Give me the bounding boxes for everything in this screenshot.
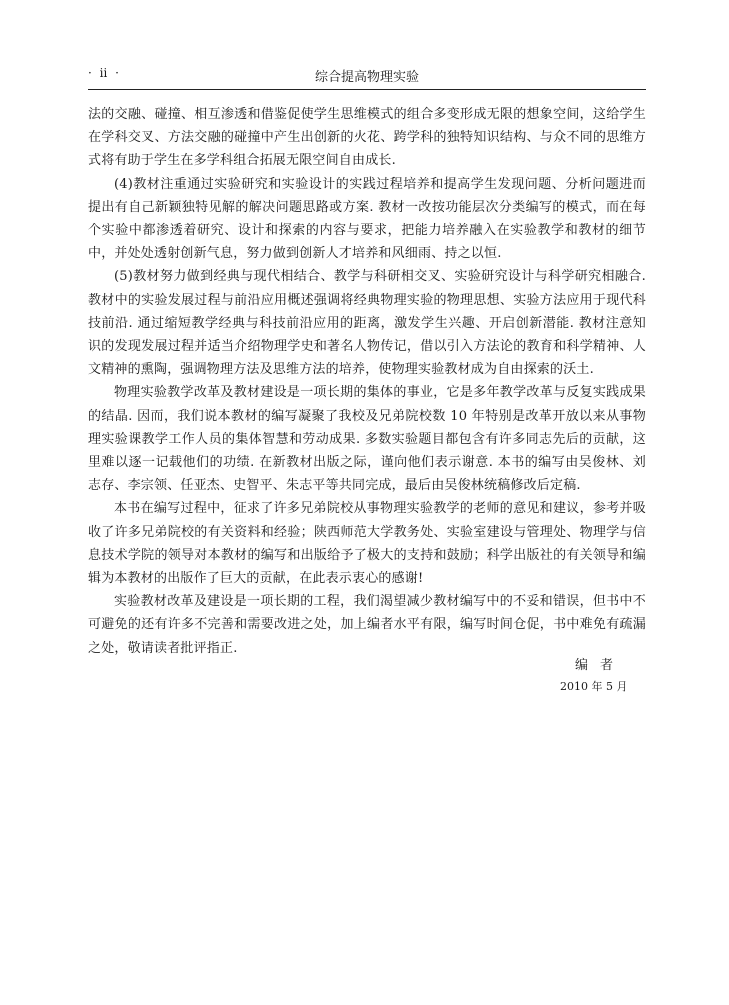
paragraph-collective-work: 物理实验教学改革及教材建设是一项长期的集体的事业，它是多年教学改革与反复实践成果的结晶. 因而，我们说本教材的编写凝聚了我校及兄弟院校数 10 年特别是改革开放以来从事物理实验课教学工作人员的集体智慧和劳动成果. 多数实验题目都包含有许多同志先后的贡献，这里难以逐一记载他们的功绩. 在新教材出版之际，谨向他们表示谢意. 本书的编写由吴俊林、刘志存、李宗领、任亚杰、史智平、朱志平等共同完成，最后由吴俊林统稿修改后定稿.: [88, 385, 646, 494]
paragraph-point-5: (5)教材努力做到经典与现代相结合、教学与科研相交叉、实验研究设计与科学研究相融合. 教材中的实验发展过程与前沿应用概述强调将经典物理实验的物理思想、实验方法应用于现代科技前沿. 通过缩短教学经典与科技前沿应用的距离，激发学生兴趣、开启创新潜能. 教材注意知识的发现发展过程并适当介绍物理学史和著名人物传记，借以引入方法论的教育和科学精神、人文精神的熏陶，强调物理方法及思维方法的培养，使物理实验教材成为自由探索的沃土.: [88, 269, 646, 378]
body-text: [88, 103, 646, 660]
paragraph-acknowledgements: 本书在编写过程中，征求了许多兄弟院校从事物理实验教学的老师的意见和建议，参考并吸收了许多兄弟院校的有关资料和经验；陕西师范大学教务处、实验室建设与管理处、物理学与信息技术学院的领导对本教材的编写和出版给予了极大的支持和鼓励；科学出版社的有关领导和编辑为本教材的出版作了巨大的贡献，在此表示衷心的感谢!: [88, 501, 646, 587]
page-number: · ⅱ ·: [88, 66, 121, 80]
header-rule: [88, 89, 646, 90]
running-title: 综合提高物理实验: [314, 70, 419, 85]
date: 2010 年 5 月: [560, 680, 628, 693]
paragraph-continued: 法的交融、碰撞、相互渗透和借鉴促使学生思维模式的组合多变形成无限的想象空间，这给学生在学科交叉、方法交融的碰撞中产生出创新的火花、跨学科的独特知识结构、与众不同的思维方式将有助于学生在多学科组合拓展无限空间自由成长.: [88, 107, 646, 169]
signature: 编者: [575, 658, 626, 673]
paragraph-closing: 实验教材改革及建设是一项长期的工程，我们渴望减少教材编写中的不妥和错误，但书中不可避免的还有许多不完善和需要改进之处，加上编者水平有限，编写时间仓促，书中难免有疏漏之处，敬请读者批评指正.: [88, 594, 646, 656]
paragraph-point-4: (4)教材注重通过实验研究和实验设计的实践过程培养和提高学生发现问题、分析问题进而提出有自己新颖独特见解的解决问题思路或方案. 教材一改按功能层次分类编写的模式，而在每个实验中都渗透着研究、设计和探索的内容与要求，把能力培养融入在实验教学和教材的细节中，并处处透射创新气息，努力做到创新人才培养和风细雨、持之以恒.: [88, 176, 646, 262]
page-header: [88, 66, 646, 88]
